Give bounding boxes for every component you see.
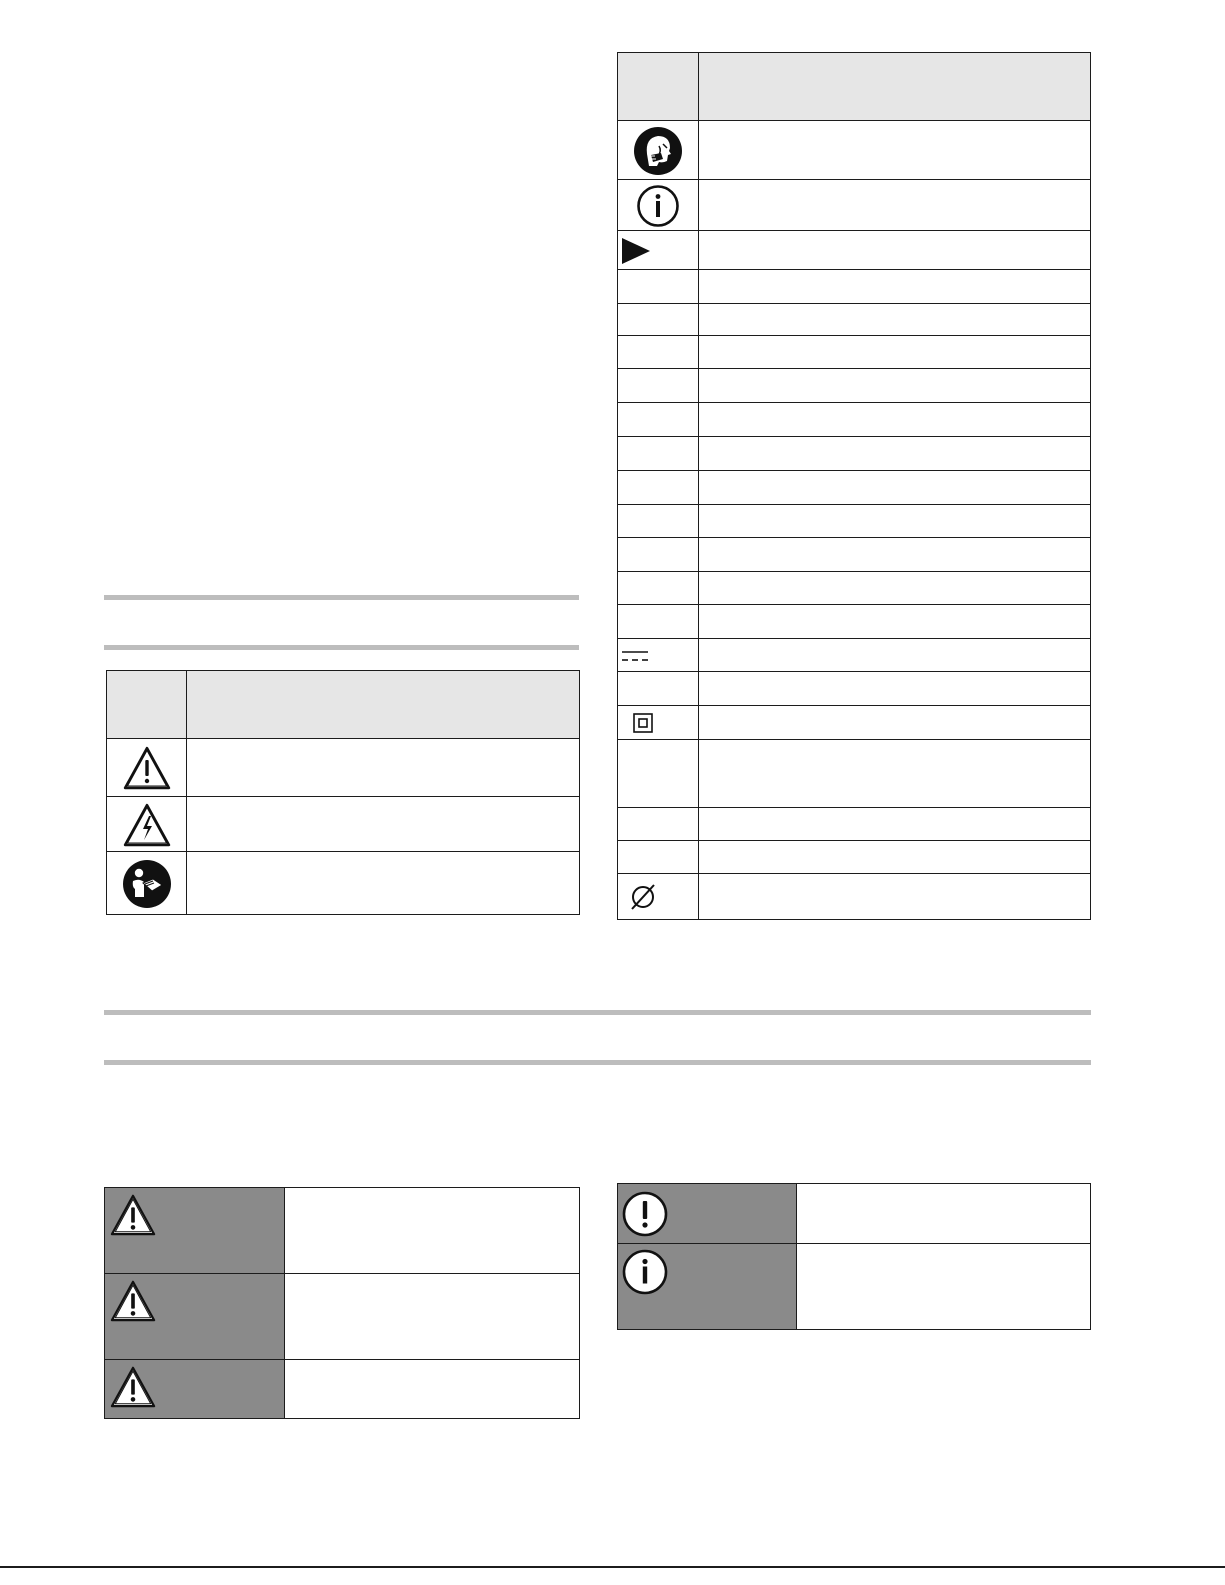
info-circle-icon bbox=[618, 180, 698, 231]
warning-triangle-icon bbox=[105, 1188, 161, 1274]
table-row bbox=[107, 738, 579, 797]
protection-class-ii-icon bbox=[618, 706, 668, 740]
table-header-row bbox=[107, 671, 579, 739]
respirator-mask-icon bbox=[618, 121, 698, 180]
table-row bbox=[107, 851, 579, 915]
safety-symbols-table bbox=[106, 670, 580, 915]
table-row bbox=[618, 335, 1090, 369]
table-row bbox=[618, 368, 1090, 403]
table-row bbox=[618, 604, 1090, 639]
signal-words-table bbox=[104, 1187, 580, 1419]
table-row bbox=[105, 1359, 579, 1418]
table-row bbox=[618, 1184, 1090, 1244]
warning-triangle-icon bbox=[107, 739, 186, 797]
table-row bbox=[105, 1188, 579, 1274]
table-row bbox=[618, 1243, 1090, 1329]
notice-info-table bbox=[617, 1183, 1091, 1330]
warning-triangle-icon bbox=[105, 1360, 161, 1418]
table-row bbox=[618, 269, 1090, 304]
table-row bbox=[618, 504, 1090, 538]
table-row bbox=[618, 470, 1090, 505]
diameter-icon bbox=[618, 874, 668, 919]
footer-rule bbox=[0, 1566, 1225, 1568]
info-circle-icon bbox=[618, 1244, 672, 1329]
table-row bbox=[618, 436, 1090, 471]
table-row bbox=[107, 796, 579, 852]
section-rule-top bbox=[104, 595, 579, 600]
table-row bbox=[618, 807, 1090, 841]
section-rule-top bbox=[104, 1010, 1091, 1015]
table-row bbox=[618, 303, 1090, 336]
table-row bbox=[618, 402, 1090, 437]
section-rule-bottom bbox=[104, 1060, 1091, 1065]
table-row bbox=[618, 537, 1090, 572]
table-row bbox=[618, 571, 1090, 605]
electric-shock-triangle-icon bbox=[107, 797, 186, 852]
direct-current-icon bbox=[618, 639, 698, 672]
warning-triangle-icon bbox=[105, 1274, 161, 1360]
table-row bbox=[618, 873, 1090, 919]
table-row bbox=[618, 179, 1090, 231]
section-rule-bottom bbox=[104, 645, 579, 650]
exclamation-circle-icon bbox=[618, 1184, 672, 1244]
table-row bbox=[105, 1273, 579, 1360]
play-triangle-icon bbox=[618, 231, 698, 270]
table-row bbox=[618, 230, 1090, 270]
table-row bbox=[618, 739, 1090, 808]
table-row bbox=[618, 120, 1090, 180]
table-row bbox=[618, 671, 1090, 706]
table-row bbox=[618, 840, 1090, 874]
device-symbols-table bbox=[617, 52, 1091, 920]
table-row bbox=[618, 638, 1090, 672]
table-header-row bbox=[618, 53, 1090, 121]
read-manual-icon bbox=[107, 852, 186, 915]
table-row bbox=[618, 705, 1090, 740]
